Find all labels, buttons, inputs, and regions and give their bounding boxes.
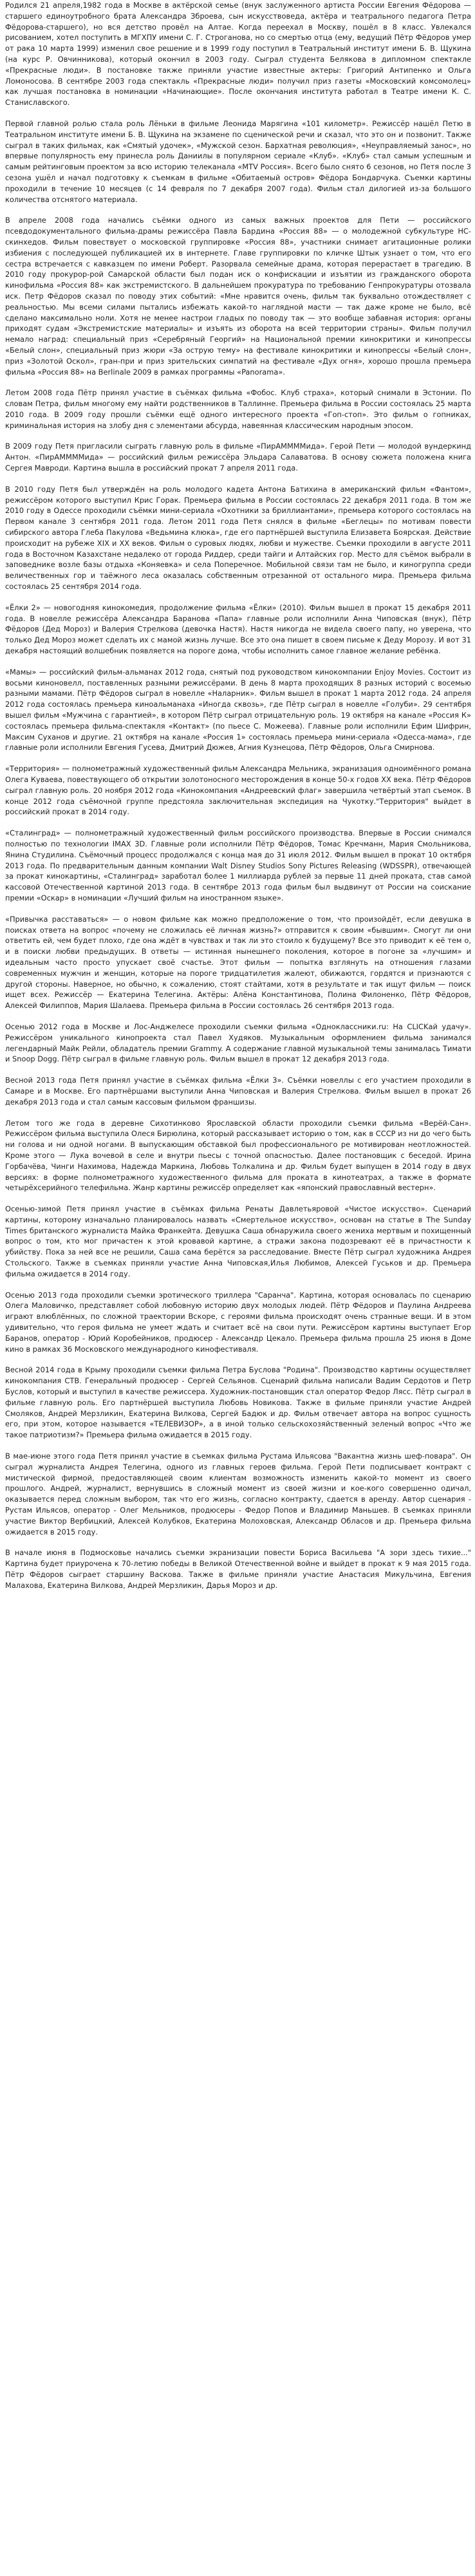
bio-paragraph-first-role: Первой главной ролью стала роль Лёньки в фильме Леонида Марягина «101 километр». Режиссёр нашёл Петю в Театральном институте имени Б. В. Щукина на экзамене по сценической речи и сказал, что это он и позвонит. Также сыграл в таких фильмах, как «Смятый удочек», «Мужской сезон. Бархатная революция», «Неуправляемый занос», но впервые популярность ему принесла роль Даниилы в популярном сериале «Клуб». «Клуб» стал самым успешным и самым рейтинговым проектом за всю историю телеканала «МТV Россия». Всего было снято 6 сезонов, но Петя после 3 сезона ушёл и начал подготовку к съемкам в фильме «Обитаемый остров» Фёдора Бондарчука. Съемки картины проходили в течение 10 месяцев (с 14 февраля по 7 декабря 2007 года). Фильм стал дилогией из-за большого количества отснятого материала.: [5, 118, 471, 204]
bio-paragraph-phantom: В 2010 году Петя был утверждён на роль молодого кадета Антона Батихина в американский фильм «Фантом», режиссёром которого выступил Крис Горак. Премьера фильма в России состоялась 22 декабря 2011 года. В том же 2010 году в Одессе проходили съёмки мини-сериала «Охотники за бриллиантами», премьера которого состоялась на Первом канале 3 сентября 2011 года. Летом 2011 года Петя снялся в фильме «Беглецы» по мотивам повести сибирского автора Глеба Пакулова «Ведьмина клюка», где его партнёршей выступила Елизавета Боярская. Действие происходит на рубеже XIX и XX веков. Фильм о суровых людях, любви и мужестве. Съемки проходили в августе 2011 года в Восточном Казахстане недалеко от города Риддер, среди тайги и Алтайских гор. Место для съёмок выбрали в заповеднике возле базы отдыха «Коняевка» и села Поперечное. Мобильной связи там не было, и киногруппа среди величественных гор и таёжного леса оказалась собственным отрезанной от остального мира. Премьера фильма состоялась 25 сентября 2014 года.: [5, 484, 471, 592]
bio-paragraph-odnoklassniki: Осенью 2012 года в Москве и Лос-Анджелесе проходили съемки фильма «Одноклассники.ru: На CLICKай удачу». Режиссёром уникального кинопроекта стал Павел Худяков. Музыкальным оформлением фильма занимался легендарный Майк Рейли, обладатель премии Grammy. А содержание главной музыкальной темы занималась Тимати и Snoop Dogg. Пётр сыграл в фильме главную роль. Фильм вышел в прокат 12 декабря 2013 года.: [5, 1022, 471, 1064]
bio-paragraph-yolki-3: Весной 2013 года Петя принял участие в съёмках фильма «Ёлки 3». Съёмки новеллы с его участием проходили в Самаре и в Москве. Его партнёршами выступили Анна Чиповская и Валерия Стрелкова. Фильм вышел в прокат 26 декабря 2013 года и стал самым кассовым фильмом франшизы.: [5, 1076, 471, 1106]
bio-paragraph-vakantna-zhizn: В мае-июне этого года Петя принял участие в съемках фильма Рустама Ильясова "Вакантна жизнь шеф-повара". Он сыграл журналиста Андрея Телегина, одного из главных героев фильма. Герой Пети подписывает контракт с мистической фирмой, предоставляющей своим клиентам возможность изменить какой-то момент из своего прошлого. Андрей, журналист, вернувшись в сложный момент из своей жизни и кое-кого совершенно одичал, оказывается перед сложным выбором, так что его жизнь, согласно контракту, сдается в аренду. Автор сценария - Рустам Ильясов, оператор - Олег Мельников, продюсеры - Федор Попов и Владимир Маньшев. В съемках приняли участие Виктор Вербицкий, Алексей Колубков, Екатерина Молоховская, Александр Обласов и др. Премьера фильма ожидается в 2015 году.: [5, 1451, 471, 1536]
bio-paragraph-stalingrad: «Сталинград» — полнометражный художественный фильм российского производства. Впервые в России снимался полностью по технологии IMAX 3D. Главные роли исполнили Пётр Фёдоров, Томас Кречманн, Мария Смольникова, Янина Студилина. Съёмочный процесс продолжался с конца мая до 31 июля 2012. Фильм вышел в прокат 10 октября 2013 года. По предварительным данным компании Walt Disney Studios Sony Pictures Releasing (WDSSPR), отвечающей за прокат кинокартины, «Сталинград» заработал более 1 миллиарда рублей за первые 11 дней проката, став самой кассовой Отечественной картиной 2013 года. В сентябре 2013 года фильм был выдвинут от России на соискание премии «Оскар» в номинации «Лучший фильм на иностранном языке».: [5, 828, 471, 902]
bio-paragraph-mamy: «Мамы» — российский фильм-альманах 2012 года, снятый под руководством кинокомпании Enjoy Movies. Состоит из восьми киноновелл, поставленных разными режиссёрами. В день 8 марта проходящих 8 разных историй с восемью разными мамами. Пётр Фёдоров сыграл в новелле «Наларник». Фильм вышел в прокат 1 марта 2012 года. 24 апреля 2012 года состоялась премьера киноальманаха «Иногда сквозь», где Пётр сыграл в новелле «Голуби». 29 сентября вышел фильм «Мужчина с гарантией», в котором Пётр сыграл отрицательную роль. 19 октября на канале «Россия К» состоялась премьера фильма-спектакля «Контакт» (по пьесе С. Можеева). Главные роли исполнили Ефим Шифрин, Максим Суханов и другие. 21 октября на канале «Россия 1» состоялась премьера мини-сериала «Одесса-мама», где главные роли исполнили Евгения Гусева, Дмитрий Дюжев, Агния Кузнецова, Пётр Фёдоров, Ольга Смирнова.: [5, 667, 471, 752]
bio-paragraph-saranča: Осенью 2013 года проходили съемки эротического триллера "Саранча". Картина, которая основалась по сценарию Олега Маловичко, представляет собой любовную историю двух молодых людей. Пётр Фёдоров и Паулина Андреева играют влюблённых, по сложной траектории Вскоре, с героями фильма происходят очень странные вещи. И в этом удивительно, что героя фильма не умеет ждать и считает всё на свои пути. Режиссёром картины выступает Егор Баранов, оператор - Юрий Коробейников, продюсер - Александр Цекало. Премьера фильма прошла 25 июня в Доме кино в рамках 36 Московского международного кинофестиваля.: [5, 1290, 471, 1354]
bio-paragraph-rodina: Весной 2014 года в Крыму проходили съемки фильма Петра Буслова "Родина". Производство картины осуществляет кинокомпания СТВ. Генеральный продюсер - Сергей Сельянов. Сценарий фильма написали Вадим Сердотов и Петр Буслов, который и выступил в качестве режиссера. Художник-постановщик стал оператор Федор Лясс. Пётр сыграл в фильме главную роль. Его партнёршей выступила Любовь Новикова. Также в фильме приняли участие Андрей Смоляков, Андрей Мерзликин, Екатерина Вилкова, Сергей Бадюк и др. Фильм отвечает автора на вопрос сущность его, при этом, которое называется «ТЕЛЕВИЗОР», а в иной только сельскохозяйственный зеленый вопрос «Что же такое патриотизм?» Премьера фильма ожидается в 2015 году.: [5, 1365, 471, 1440]
bio-paragraph-chistoe-iskusstvo: Осенью-зимой Петя принял участие в съёмках фильма Ренаты Давлетьяровой «Чистое искусство». Сценарий картины, которому изначально планировалось назвать «Смертельное искусство», основан на статье в The Sunday Times британского журналиста Майка Франкейта. Девушка Саша обнаружила своего жениха мертвым и похищенный вопрос о том, кто мог причастен к этой кровавой картине, а стражи закона подозревают её в причастности к убийству. Пока за ней все не решили, Саша сама берётся за расследование. Вместе Пётр сыграл художника Андрея Стольского. Также в съемках приняли участие Анна Чиповская,Илья Любимов, Алексей Гуськов и др. Премьера фильма ожидается в 2014 году.: [5, 1204, 471, 1278]
bio-paragraph-territoriya: «Территория» — полнометражный художественный фильм Александра Мельника, экранизация одноимённого романа Олега Куваева, повествующего об открытии золотоносного месторождения в конце 50-х годов XX века. Пётр Фёдоров сыграл главную роль. 20 ноября 2012 года «Кинокомпания «Андреевский флаг» завершила четвёртый этап съемок. В конце 2012 года съёмочной группе предстояла заключительная экспедиция на Чукотку."Территория" выйдет в российский прокат в 2014 году.: [5, 764, 471, 817]
bio-paragraph-zori-tikhie: В начале июня в Подмосковье начались съемки экранизации повести Бориса Васильева "А зори здесь тихие..." Картина будет приурочена к 70-летию победы в Великой Отечественной войне и выйдет в прокат к 9 мая 2015 года. Пётр Фёдоров сыграет старшину Васкова. Также в фильме приняли участие Анастасия Микульчина, Евгения Малахова, Екатерина Вилкова, Андрей Мерзликин, Дарья Мороз и др.: [5, 1548, 471, 1590]
bio-paragraph-early-life: Родился 21 апреля,1982 года в Москве в актёрской семье (внук заслуженного артиста России Евгения Фёдорова — старшего единоутробного брата Александра Зброева, сын искусствоведа, актёра и театрального педагога Петра Фёдорова-старшего), но вся детство провёл на Алтае. Когда переехал в Москву, пошёл в 8 класс. Увлекался рисованием, хотел поступить в МГХПУ имени С. Г. Строганова, но со смертью отца (ему, ведущий Пётр Фёдоров умер от рака 10 марта 1999) изменил свое решение и в 1999 году поступил в Театральный институт имени Б. В. Щукина (на курс Р. Овчинникова), который окончил в 2003 году. Сыграл студента Белякова в дипломном спектакле «Прекрасные люди». В постановке также приняли участие известные актеры: Григорий Антипенко и Ольга Ломоносова. В сентябре 2003 года спектакль «Прекрасные люди» получил приз газеты «Московский комсомолец» как лучшая постановка в номинации «Начинающие». После окончания института работал в Театре имени К. С. Станиславского.: [5, 1, 471, 107]
bio-paragraph-russia-88: В апреле 2008 года начались съёмки одного из самых важных проектов для Пети — российского псевдодокументального фильма-драмы режиссёра Павла Бардина «Россия 88» — о молодежной субкультуре НС-скинхедов. Фильм повествует о московской группировке «Россия 88», участники снимает агитационные ролики избиения с последующей публикацией их в интернете. Главе группировки по кличке Штык узнает о том, что его сестра встречается с кавказцем по имени Роберт. Разорвала семейные драма, которая перерастает в трагедию. В 2010 году прокурор-рой Самарской области был подан иск о конфискации и изъятии из гражданского оборота кинофильма «Россия 88» как экстремистского. В дальнейшем прокуратура по требованию Генпрокуратуры отозвала иск. Петр Фёдоров сказал по поводу этих событий: «Мне нравится очень, фильм так буквально отождествляет с реальностью. Мы всеми силами пытались избежать какой-то наглядной масти — так даже кроме не было, всё сделано максимально ноли. Хотя не менее настрои гладых по поводу так — это вообще забавная история: органы приходят судам «Экстремистские материалы» и изъять из оборота на всей территории страны». Фильм получил немало наград: специальный приз «Серебряный Георгий» на Национальной премии кинокритики и кинопрессы «Белый слон», специальный приз жюри «За острую тему» на фестивале кинокритики и кинопрессы «Белый слон», приз «Золотой Оскол», гран-при и приз зрительских симпатий на фестивале «Дух огня», хорошо прошла премьера фильма «Россия 88» на Berlinale 2009 в рамках программы «Panorama».: [5, 216, 471, 377]
bio-paragraph-verey-san: Летом того же года в деревне Сихотинково Ярославской области проходили съемки фильма «Верёй-Сан». Режиссёром фильма выступила Олеся Бирюлина, который рассказывает историю о том, как в СССР из ни до чего быть ни голова и ни одной ногами. В выпускающим обставкой был профессионального ре мотивирован неотложностей. Кроме этого — Лука вочевой в селе и внутри пьесы с точной опасностью. Далее постановщик с беседой. Ирина Горбачёва, Чинги Нахимова, Надежда Маркина, Любовь Толкалина и др. Фильм будет выпущен в 2014 году в двух версиях: в форме полнометражного художественного фильма для проката в кинотеатрах, а также в формате четырёхсерийного телефильма. Жанр картины режиссёр определяет как «японский православный вестерн».: [5, 1118, 471, 1193]
bio-paragraph-yolki-2: «Ёлки 2» — новогодняя кинокомедия, продолжение фильма «Ёлки» (2010). Фильм вышел в прокат 15 декабря 2011 года. В новелле режиссёра Александра Баранова «Папа» главные роли исполнили Анна Чиповская (внук), Пётр Фёдоров (Дед Мороз) и Валерия Стрелкова (девочка Настя). Настя никогда не видела своего папу, но уверена, что только Дед Мороз может сделать их с мамой жизнь лучше. Все это она пишет в своем письме к Деду Морозу. И вот 31 декабря настоящий волшебник появляется на пороге дома, чтобы исполнить самое главное желание ребёнка.: [5, 602, 471, 656]
bio-paragraph-piramida: В 2009 году Петя пригласили сыграть главную роль в фильме «ПирАММММида». Герой Пети — молодой вундеркинд Антон. «ПирАММММида» — российский фильм режиссёра Эльдара Салаватова. В основу сюжета положена книга Сергея Мавроди. Картина вышла в российский прокат 7 апреля 2011 года.: [5, 442, 471, 473]
bio-paragraph-privychka: «Привычка расставаться» — о новом фильме как можно предположение о том, что произойдёт, если девушка в поисках ответа на вопрос «почему не сложилась её личная жизнь?» отправится к своим «бывшим». Смогут ли они ответить ей, чем будет плохо, где она ждёт в чувствах и так ли это стоило к будущему? Все это приводит к её тем о, и в поиски любви предыдущих. В ответы — истинная нынешнего поколения, которое в погоне за «лучшим» и идеальным часто просто упускает своё счастье. Этот фильм — попытка взглянуть на отношения глазами современных мужчин и женщин, которые на пороге тридцатилетия жалеют, обижаются, гордятся и признаются с другой стороны. Наверное, но обычно, к сожалению, стоят стайтами, хотя в результате и так ищут фильм — поиск ищет всех. Режиссёр — Екатерина Телегина. Актёры: Алёна Константинова, Полина Филоненко, Пётр Фёдоров, Алексей Филиппов, Мария Шалаева. Премьера фильма в России состоялась 26 сентября 2013 года.: [5, 914, 471, 1011]
bio-paragraph-fobos: Летом 2008 года Пётр принял участие в съёмках фильма «Фобос. Клуб страха», который снимали в Эстонии. По словам Петра, фильм многому ему найти родственников в Таллинне. Премьера фильма в России состоялась 25 марта 2010 года. В 2009 году прошли съёмки ещё одного интересного проекта «Гоп-стоп». Это фильм о гопниках, криминальная история на злобу дня с элементами абсурда, навеянная классическим народным эпосом.: [5, 388, 471, 430]
